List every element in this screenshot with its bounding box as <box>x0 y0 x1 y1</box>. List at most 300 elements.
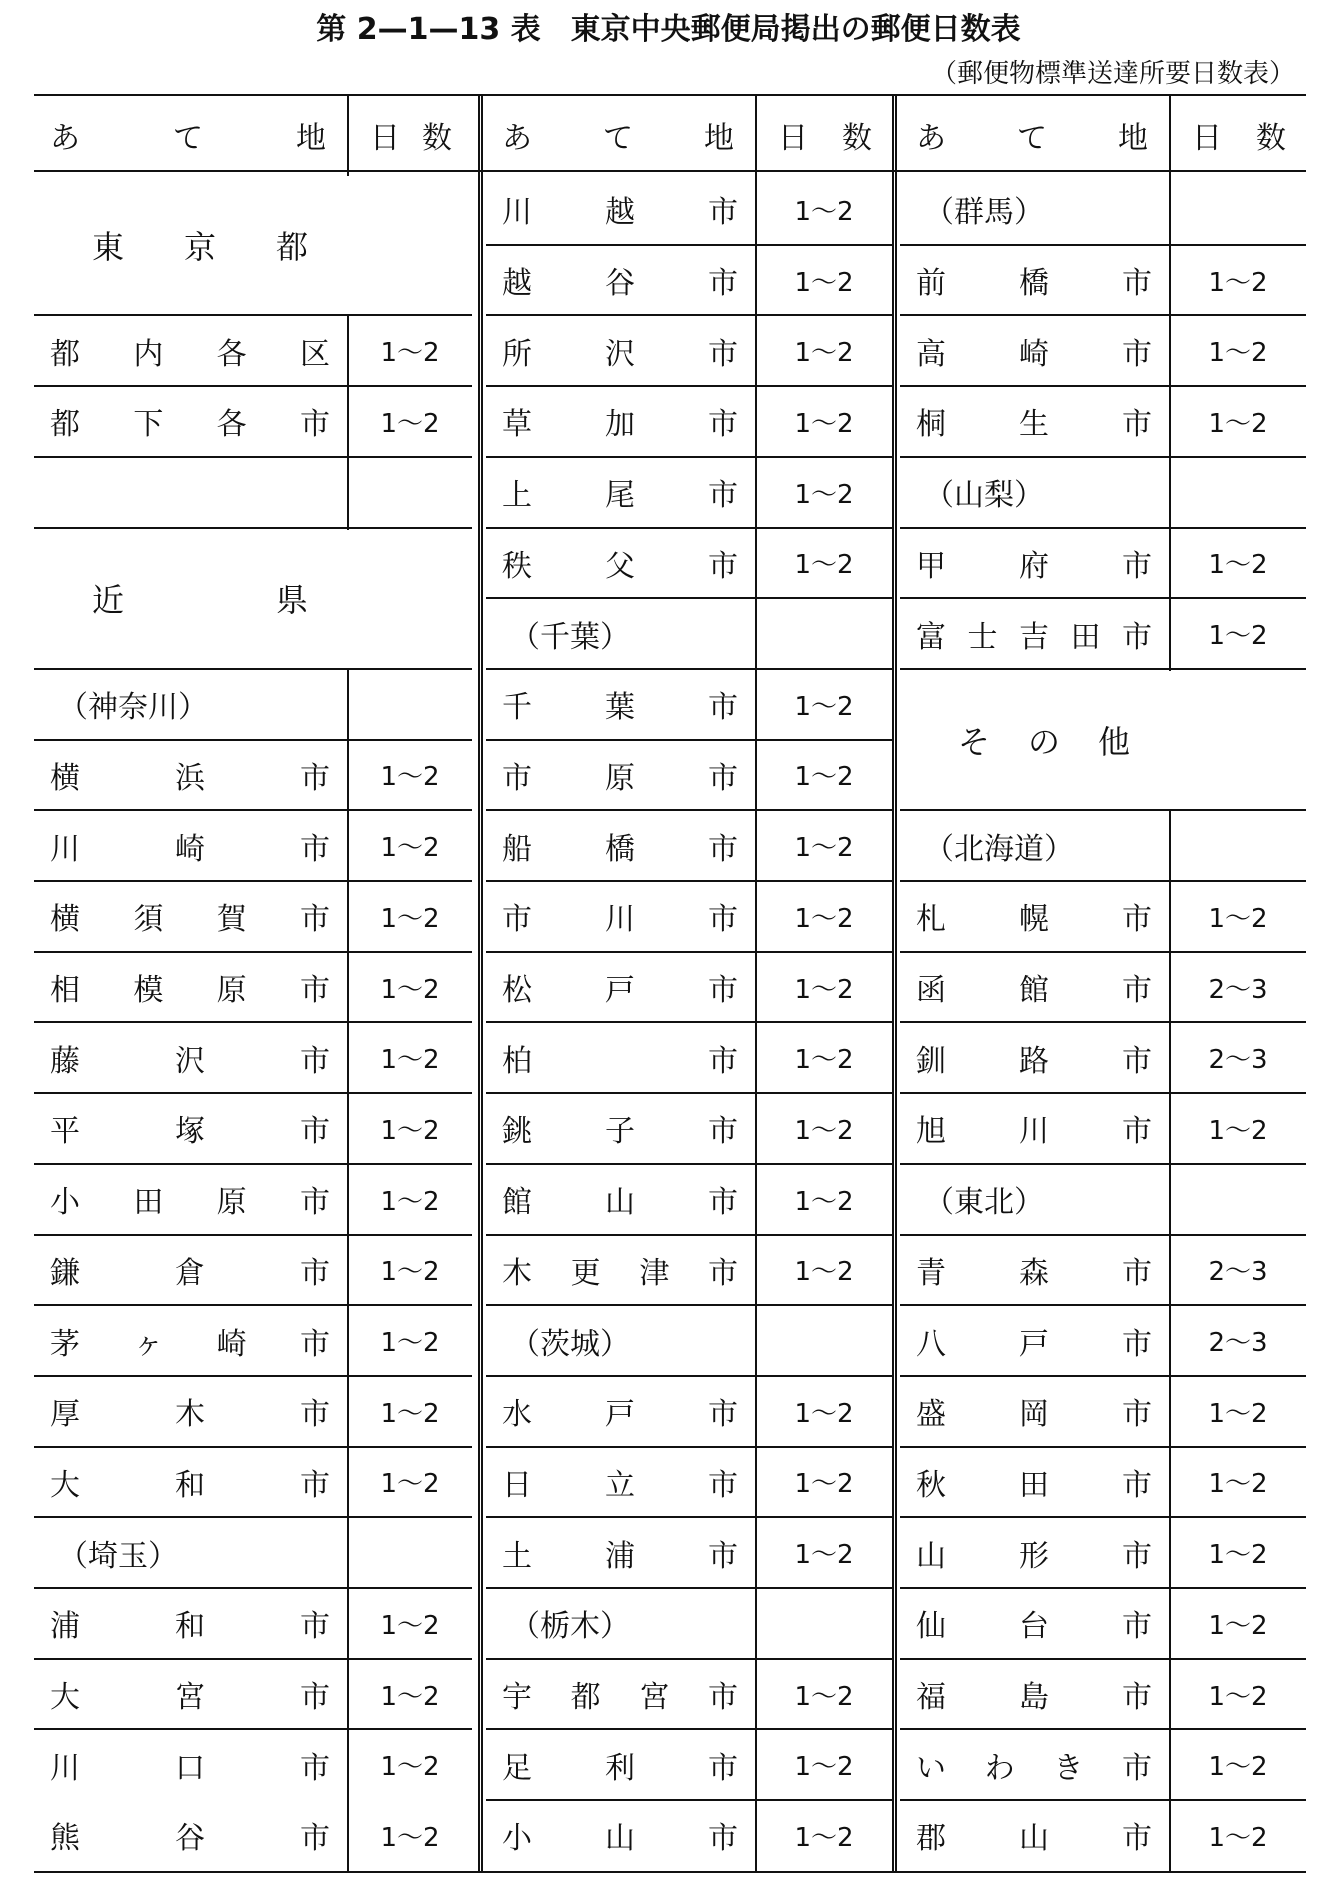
place-name <box>486 740 756 811</box>
place-name <box>486 1235 756 1306</box>
place-char: 日 <box>502 1467 532 1503</box>
place-char: 柏 <box>502 1043 532 1079</box>
place-name <box>34 1447 348 1518</box>
place-char: 市 <box>1122 548 1152 584</box>
place-name <box>34 1376 348 1447</box>
place-name <box>34 1588 348 1659</box>
place-char: 福 <box>916 1680 946 1716</box>
place-name <box>486 810 756 881</box>
days-value: 1〜2 <box>794 1469 854 1500</box>
place-char: 市 <box>299 1326 330 1362</box>
place-name <box>900 1376 1170 1447</box>
header-days-char: 数 <box>1256 121 1286 156</box>
place-char: 倉 <box>175 1255 205 1291</box>
days-value: 1〜2 <box>1208 1469 1268 1500</box>
place-char: 原 <box>216 973 247 1009</box>
place-name <box>486 457 756 528</box>
place-char: 川 <box>502 195 532 231</box>
place-name <box>900 528 1170 599</box>
place-char: 札 <box>916 902 946 938</box>
panel-separator <box>478 94 483 1871</box>
place-char: 父 <box>605 548 635 584</box>
days-value: 1〜2 <box>380 1752 440 1783</box>
header-place-char: 地 <box>704 121 734 156</box>
group-label: （茨城） <box>510 1326 630 1362</box>
place-char: 市 <box>300 1114 330 1150</box>
place-char: 市 <box>300 1397 330 1433</box>
group-label: （山梨） <box>924 478 1044 514</box>
place-char: 高 <box>916 336 946 372</box>
place-char: 郡 <box>916 1821 946 1857</box>
place-name <box>34 1235 348 1306</box>
place-char: 口 <box>175 1750 205 1786</box>
days-value: 1〜2 <box>794 267 854 298</box>
region-char: 他 <box>1097 722 1130 761</box>
region-rule-mask <box>347 530 349 669</box>
place-name <box>900 1588 1170 1659</box>
place-name <box>486 245 756 316</box>
place-char: 所 <box>502 336 532 372</box>
place-char: 各 <box>216 336 247 372</box>
place-char: 森 <box>1019 1255 1049 1291</box>
place-char: 市 <box>1122 1538 1152 1574</box>
place-char: 川 <box>605 902 635 938</box>
place-char: 市 <box>708 831 738 867</box>
row-rule <box>34 456 472 458</box>
region-char: そ <box>958 722 991 761</box>
days-value: 1〜2 <box>1208 903 1268 934</box>
days-value: 1〜2 <box>794 479 854 510</box>
place-char: 市 <box>708 1185 738 1221</box>
days-value: 1〜2 <box>794 903 854 934</box>
place-char: 市 <box>300 1255 330 1291</box>
days-value: 1〜2 <box>1208 267 1268 298</box>
days-value: 1〜2 <box>1208 1822 1268 1853</box>
place-char: 都 <box>50 336 80 372</box>
place-char: 市 <box>1122 973 1152 1009</box>
place-char: 横 <box>50 902 80 938</box>
place-char: 須 <box>133 902 164 938</box>
place-char: 戸 <box>605 973 635 1009</box>
place-char: 宮 <box>639 1680 670 1716</box>
place-char: 立 <box>605 1467 635 1503</box>
place-char: 市 <box>1122 1326 1152 1362</box>
table-subtitle: （郵便物標準送達所要日数表） <box>930 59 1295 89</box>
days-value: 1〜2 <box>380 1045 440 1076</box>
header-place-char: て <box>173 121 203 156</box>
place-char: 崎 <box>1019 336 1049 372</box>
place-char: 路 <box>1019 1043 1049 1079</box>
place-name <box>34 952 348 1023</box>
place-char: 市 <box>1122 1467 1152 1503</box>
place-name <box>900 1659 1170 1730</box>
place-name <box>900 245 1170 316</box>
place-char: 松 <box>502 973 532 1009</box>
header-days-char: 数 <box>422 121 452 156</box>
place-name <box>34 1729 348 1800</box>
place-char: 盛 <box>916 1397 946 1433</box>
place-char: 市 <box>708 760 738 796</box>
days-value: 1〜2 <box>380 1115 440 1146</box>
place-name <box>34 386 348 457</box>
days-value: 1〜2 <box>380 1186 440 1217</box>
days-value: 1〜2 <box>1208 550 1268 581</box>
place-char: 大 <box>50 1467 80 1503</box>
days-value: 1〜2 <box>380 1328 440 1359</box>
place-name <box>900 952 1170 1023</box>
days-value: 1〜2 <box>1208 1681 1268 1712</box>
place-name <box>900 1305 1170 1376</box>
place-char: 銚 <box>502 1114 532 1150</box>
place-char: 富 <box>916 619 946 655</box>
place-char: 吉 <box>1019 619 1049 655</box>
place-char: 市 <box>300 760 330 796</box>
place-char: 市 <box>708 1538 738 1574</box>
place-char: 土 <box>502 1538 532 1574</box>
place-char: 大 <box>50 1680 80 1716</box>
place-char: 府 <box>1019 548 1049 584</box>
place-char: 内 <box>133 336 164 372</box>
days-value: 1〜2 <box>794 338 854 369</box>
region-header <box>34 528 472 669</box>
place-name <box>900 1729 1170 1800</box>
place-char: 更 <box>570 1255 601 1291</box>
place-char: 市 <box>708 548 738 584</box>
days-value: 1〜2 <box>380 1398 440 1429</box>
place-char: 山 <box>916 1538 946 1574</box>
place-char: 市 <box>1122 1609 1152 1645</box>
place-name <box>486 1729 756 1800</box>
place-char: 越 <box>605 195 635 231</box>
place-name <box>34 1022 348 1093</box>
place-char: 市 <box>1122 1043 1152 1079</box>
place-name <box>486 1093 756 1164</box>
place-char: 市 <box>708 1114 738 1150</box>
place-char: 市 <box>708 973 738 1009</box>
place-char: 橋 <box>1019 266 1049 302</box>
place-char: 市 <box>299 973 330 1009</box>
place-char: 市 <box>300 1609 330 1645</box>
place-char: 山 <box>605 1185 635 1221</box>
place-char: き <box>1053 1750 1084 1786</box>
place-name <box>486 952 756 1023</box>
place-char: 市 <box>300 1467 330 1503</box>
place-char: 上 <box>502 478 532 514</box>
place-char: 原 <box>216 1185 247 1221</box>
place-char: 川 <box>1019 1114 1049 1150</box>
place-name <box>900 315 1170 386</box>
header-days-char: 日 <box>778 121 808 156</box>
days-value: 1〜2 <box>794 1681 854 1712</box>
place-char: 子 <box>605 1114 635 1150</box>
days-value: 1〜2 <box>1208 408 1268 439</box>
place-char: 生 <box>1019 407 1049 443</box>
place-char: 市 <box>300 831 330 867</box>
place-char: 士 <box>967 619 998 655</box>
days-value: 2〜3 <box>1208 1328 1268 1359</box>
place-char: 館 <box>502 1185 532 1221</box>
place-char: 田 <box>1019 1467 1049 1503</box>
place-char: 市 <box>708 1467 738 1503</box>
table-title: 第 2—1—13 表 東京中央郵便局掲出の郵便日数表 <box>316 12 1021 47</box>
days-value: 1〜2 <box>794 1822 854 1853</box>
place-char: 市 <box>707 1680 738 1716</box>
place-char: 市 <box>300 1680 330 1716</box>
days-value: 1〜2 <box>1208 621 1268 652</box>
place-char: 市 <box>1122 619 1152 655</box>
place-char: 和 <box>175 1609 205 1645</box>
place-char: 川 <box>50 831 80 867</box>
place-char: 田 <box>1070 619 1101 655</box>
place-name <box>486 1164 756 1235</box>
place-char: 館 <box>1019 973 1049 1009</box>
place-char: 市 <box>1122 1397 1152 1433</box>
place-char: 都 <box>50 407 80 443</box>
table-bottom-rule <box>34 1871 1306 1873</box>
place-name <box>34 1305 348 1376</box>
place-char: 市 <box>1122 1680 1152 1716</box>
place-name <box>34 1093 348 1164</box>
place-char: 市 <box>299 407 330 443</box>
place-char: 鎌 <box>50 1255 80 1291</box>
region-rule-mask <box>347 176 349 315</box>
days-value: 1〜2 <box>380 974 440 1005</box>
place-name <box>34 740 348 811</box>
header-days-char: 日 <box>370 121 400 156</box>
days-value: 1〜2 <box>794 550 854 581</box>
place-name <box>486 669 756 740</box>
place-char: 岡 <box>1019 1397 1049 1433</box>
place-char: 小 <box>502 1821 532 1857</box>
place-char: 市 <box>708 1821 738 1857</box>
days-value: 1〜2 <box>380 903 440 934</box>
group-label: （埼玉） <box>58 1538 178 1574</box>
group-label: （神奈川） <box>58 690 208 726</box>
place-char: 山 <box>1019 1821 1049 1857</box>
region-char: 京 <box>183 227 216 266</box>
place-char: 区 <box>299 336 330 372</box>
place-char: 市 <box>1121 1750 1152 1786</box>
region-char: の <box>1027 722 1060 761</box>
group-label: （栃木） <box>510 1609 630 1645</box>
place-char: 崎 <box>216 1326 247 1362</box>
place-char: 秋 <box>916 1467 946 1503</box>
place-name <box>486 1447 756 1518</box>
place-char: 市 <box>502 902 532 938</box>
place-char: 市 <box>708 1397 738 1433</box>
place-name <box>486 1659 756 1730</box>
place-char: 船 <box>502 831 532 867</box>
place-char: 塚 <box>175 1114 205 1150</box>
place-char: 秩 <box>502 548 532 584</box>
place-char: 尾 <box>605 478 635 514</box>
place-char: 模 <box>133 973 164 1009</box>
region-char: 県 <box>275 581 308 620</box>
header-days-char: 日 <box>1192 121 1222 156</box>
place-name <box>900 386 1170 457</box>
days-value: 1〜2 <box>1208 1752 1268 1783</box>
header-place-char: 地 <box>1118 121 1148 156</box>
days-value: 1〜2 <box>794 1398 854 1429</box>
days-value: 1〜2 <box>794 408 854 439</box>
region-char: 近 <box>92 581 125 620</box>
place-char: 足 <box>502 1750 532 1786</box>
group-label: （北海道） <box>924 831 1074 867</box>
days-value: 1〜2 <box>380 1257 440 1288</box>
place-char: 仙 <box>916 1609 946 1645</box>
days-value: 1〜2 <box>794 691 854 722</box>
place-char: 草 <box>502 407 532 443</box>
days-value: 2〜3 <box>1208 1045 1268 1076</box>
place-char: 戸 <box>605 1397 635 1433</box>
place-char: 旭 <box>916 1114 946 1150</box>
place-name <box>900 1447 1170 1518</box>
days-value: 1〜2 <box>794 1045 854 1076</box>
place-char: 下 <box>133 407 164 443</box>
place-char: 市 <box>1122 407 1152 443</box>
place-char: 市 <box>708 266 738 302</box>
header-days-3 <box>1170 96 1306 174</box>
days-value: 1〜2 <box>794 196 854 227</box>
place-char: 市 <box>708 195 738 231</box>
place-name <box>900 881 1170 952</box>
place-char: 厚 <box>50 1397 80 1433</box>
panel-separator <box>892 94 897 1871</box>
place-char: い <box>916 1750 946 1786</box>
place-char: 川 <box>50 1750 80 1786</box>
place-char: 加 <box>605 407 635 443</box>
group-label: （群馬） <box>924 195 1044 231</box>
days-value: 1〜2 <box>380 1822 440 1853</box>
place-char: 市 <box>708 1750 738 1786</box>
place-char: 台 <box>1019 1609 1049 1645</box>
place-char: 函 <box>916 973 946 1009</box>
place-char: 市 <box>1122 336 1152 372</box>
place-char: 戸 <box>1019 1326 1049 1362</box>
place-char: 青 <box>916 1255 946 1291</box>
place-char: 田 <box>133 1185 164 1221</box>
place-char: 熊 <box>50 1821 80 1857</box>
place-char: 市 <box>1122 1114 1152 1150</box>
place-char: 市 <box>300 1750 330 1786</box>
group-label: （千葉） <box>510 619 630 655</box>
place-char: 谷 <box>605 266 635 302</box>
place-char: 木 <box>175 1397 205 1433</box>
place-char: 島 <box>1019 1680 1049 1716</box>
place-name <box>900 1093 1170 1164</box>
place-name <box>900 1235 1170 1306</box>
place-name <box>900 1022 1170 1093</box>
days-value: 1〜2 <box>794 1257 854 1288</box>
days-value: 2〜3 <box>1208 974 1268 1005</box>
days-value: 1〜2 <box>1208 1398 1268 1429</box>
place-char: 浦 <box>50 1609 80 1645</box>
place-char: 市 <box>708 690 738 726</box>
place-char: 都 <box>570 1680 601 1716</box>
place-name <box>34 1659 348 1730</box>
place-char: 市 <box>708 478 738 514</box>
days-value: 1〜2 <box>794 1115 854 1146</box>
place-char: 山 <box>605 1821 635 1857</box>
place-char: 市 <box>502 760 532 796</box>
place-char: 宮 <box>175 1680 205 1716</box>
days-value: 1〜2 <box>380 833 440 864</box>
place-char: 八 <box>916 1326 946 1362</box>
place-name <box>34 810 348 881</box>
days-value: 1〜2 <box>1208 1610 1268 1641</box>
place-name <box>900 1800 1170 1871</box>
header-place-char: て <box>1017 121 1047 156</box>
place-name <box>34 1164 348 1235</box>
place-name <box>486 881 756 952</box>
region-header <box>34 174 472 315</box>
place-name <box>486 1376 756 1447</box>
place-char: 茅 <box>50 1326 80 1362</box>
place-name <box>486 174 756 245</box>
days-value: 1〜2 <box>380 1681 440 1712</box>
days-value: 1〜2 <box>794 1540 854 1571</box>
header-place-char: あ <box>50 121 80 156</box>
place-char: 賀 <box>216 902 247 938</box>
place-char: 小 <box>50 1185 80 1221</box>
place-char: 相 <box>50 973 80 1009</box>
header-place-2 <box>486 96 756 174</box>
region-header <box>900 669 1306 810</box>
place-char: 水 <box>502 1397 532 1433</box>
place-char: 藤 <box>50 1043 80 1079</box>
region-rule-mask <box>1169 671 1171 810</box>
place-char: 市 <box>708 1043 738 1079</box>
days-value: 1〜2 <box>380 338 440 369</box>
place-char: 桐 <box>916 407 946 443</box>
place-char: 釧 <box>916 1043 946 1079</box>
place-name <box>900 1517 1170 1588</box>
place-char: 谷 <box>175 1821 205 1857</box>
place-name <box>486 1800 756 1871</box>
place-char: 木 <box>502 1255 532 1291</box>
days-value: 1〜2 <box>794 833 854 864</box>
days-value: 1〜2 <box>1208 1115 1268 1146</box>
place-char: 市 <box>1122 266 1152 302</box>
place-char: 宇 <box>502 1680 532 1716</box>
place-char: 市 <box>708 336 738 372</box>
place-char: 葉 <box>605 690 635 726</box>
place-name <box>34 1800 348 1871</box>
region-char: 東 <box>92 227 125 266</box>
place-char: 各 <box>216 407 247 443</box>
header-place-char: 地 <box>296 121 326 156</box>
place-char: 市 <box>299 1185 330 1221</box>
place-char: 千 <box>502 690 532 726</box>
place-char: 越 <box>502 266 532 302</box>
place-char: 市 <box>708 902 738 938</box>
place-char: 沢 <box>175 1043 205 1079</box>
place-char: 市 <box>707 1255 738 1291</box>
header-days-2 <box>756 96 892 174</box>
place-char: 市 <box>300 1821 330 1857</box>
place-char: 市 <box>1122 902 1152 938</box>
header-place-1 <box>34 96 348 174</box>
place-char: 市 <box>299 902 330 938</box>
region-char: 都 <box>275 227 308 266</box>
group-label: （東北） <box>924 1185 1044 1221</box>
days-value: 1〜2 <box>794 762 854 793</box>
place-char: ヶ <box>133 1326 164 1362</box>
place-name <box>34 315 348 386</box>
place-char: 市 <box>1122 1821 1152 1857</box>
days-value: 1〜2 <box>380 762 440 793</box>
days-value: 1〜2 <box>1208 338 1268 369</box>
